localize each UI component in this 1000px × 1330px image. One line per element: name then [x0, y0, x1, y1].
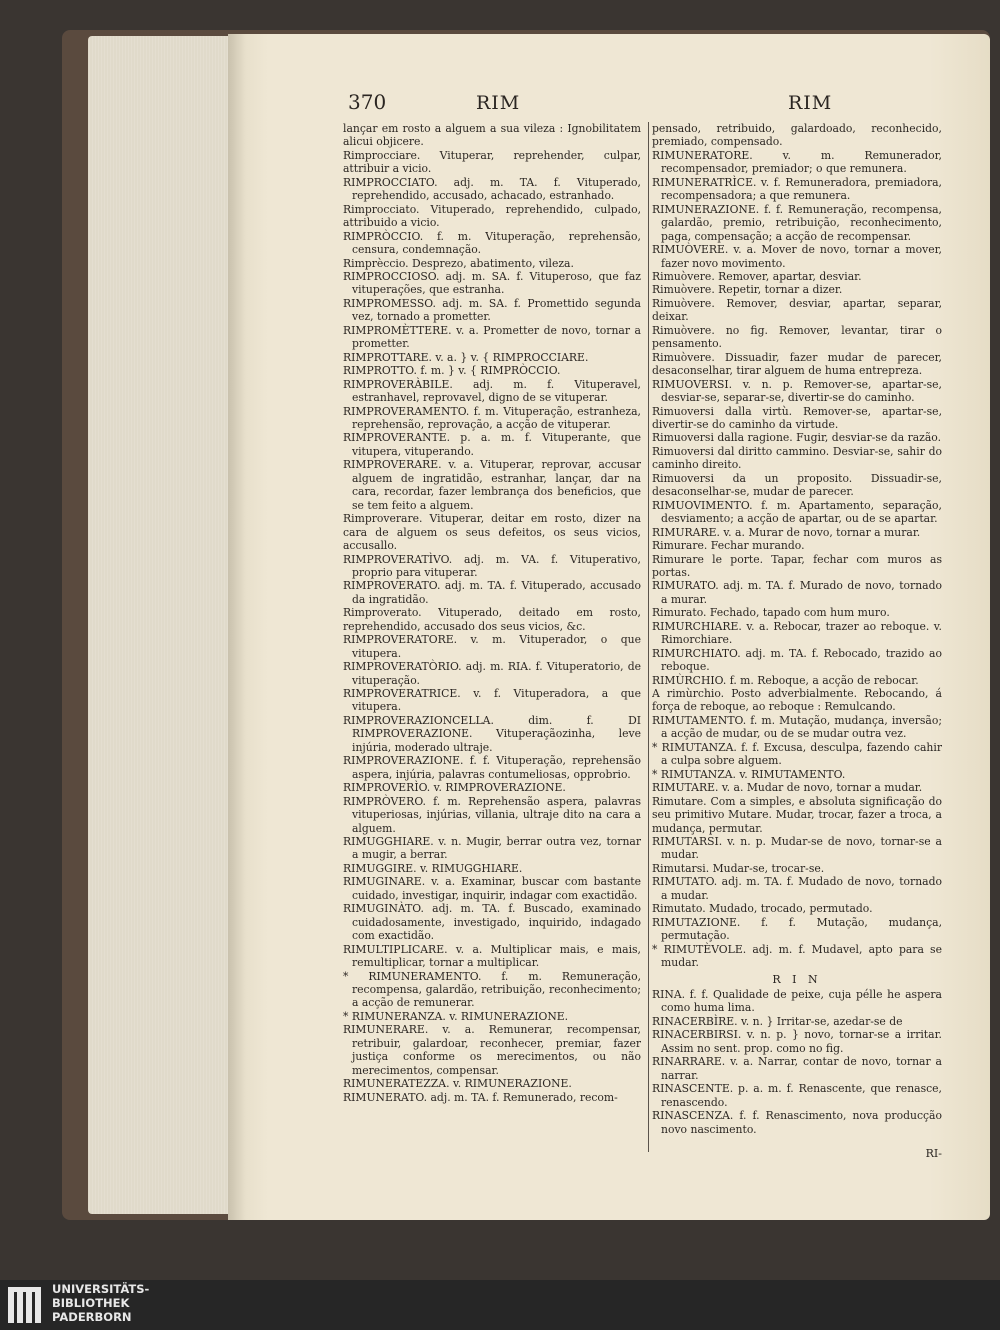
dictionary-entry: RIMPROVERARE. v. a. Vituperar, reprovar, accusar alguem de ingratidão, estranhar, lançar, dar na cara, recordar, fazer lembrança dos beneficios, que se tem feito a alguem. [343, 458, 641, 512]
dictionary-entry: RIMUTAMENTO. f. m. Mutação, mudança, inversão; a acção de mudar, ou de se mudar outra vez. [652, 713, 942, 741]
dictionary-entry: RIMPROTTARE. v. a. } v. { RIMPROCCIARE. [343, 350, 589, 364]
dictionary-entry: RIMPROVERANTE. p. a. m. f. Vituperante, que vitupera, vituperando. [343, 431, 641, 458]
dictionary-entry: * RIMUTÈVOLE. adj. m. f. Mudavel, apto para se mudar. [652, 942, 942, 970]
dictionary-entry: RIMURCHIARE. v. a. Rebocar, trazer ao reboque. v. Rimorchiare. [652, 619, 942, 647]
dictionary-entry: RIMUNERATEZZA. v. RIMUNERAZIONE. [343, 1077, 572, 1091]
dictionary-entry: RIMUGGHIARE. v. n. Mugir, berrar outra vez, tornar a mugir, a berrar. [343, 835, 641, 862]
dictionary-entry: Rimuoversi da un proposito. Dissuadir-se, desaconselhar-se, mudar de parecer. [652, 471, 942, 499]
dictionary-entry: Rimuòvere. Repetir, tornar a dizer. [652, 283, 843, 297]
library-line-3: PADERBORN [52, 1310, 132, 1324]
page-edges [88, 36, 233, 1214]
running-head-left: RIM [476, 92, 521, 114]
page-number: 370 [348, 90, 387, 114]
dictionary-entry: Rimuòvere. Remover, desviar, apartar, separar, deixar. [652, 296, 942, 324]
dictionary-entry: pensado, retribuido, galardoado, reconhecido, premiado, compensado. [652, 122, 942, 149]
dictionary-entry: RIMPROCCIATO. adj. m. TA. f. Vituperado, reprehendido, accusado, achacado, estranhado. [343, 175, 641, 203]
dictionary-page [228, 34, 990, 1220]
dictionary-entry: RIMPROVERAZIONCELLA. dim. f. DI RIMPROVERAZIONE. Vituperaçãozinha, leve injúria, moderado ultraje. [343, 713, 641, 754]
library-name [52, 1282, 149, 1324]
dictionary-entry: RIMUGINÀTO. adj. m. TA. f. Buscado, examinado cuidadosamente, investigado, inquirido, indagado com exactidão. [343, 902, 641, 943]
dictionary-entry: RINASCENZA. f. f. Renascimento, nova producção novo nascimento. [652, 1109, 942, 1136]
dictionary-entry: Rimproverato. Vituperado, deitado em rosto, reprehendido, accusado dos seus vicios, &c. [343, 606, 641, 633]
dictionary-entry: Rimutato. Mudado, trocado, permutado. [652, 902, 873, 916]
dictionary-entry: RINASCENTE. p. a. m. f. Renascente, que renasce, renascendo. [652, 1082, 942, 1109]
dictionary-entry: RINACERBÌRE. v. n. } Irritar-se, azedar-se de [652, 1014, 903, 1028]
dictionary-entry: lançar em rosto a alguem a sua vileza : Ignobilitatem alicui objicere. [343, 122, 641, 149]
library-logo-icon [6, 1283, 48, 1327]
dictionary-entry: RIMUGINARE. v. a. Examinar, buscar com bastante cuidado, investigar, inquirir, indagar com exactidão. [343, 875, 641, 902]
dictionary-entry: RIMUÒVERE. v. a. Mover de novo, tornar a mover, fazer novo movimento. [652, 243, 942, 270]
dictionary-entry: RIMUTARE. v. a. Mudar de novo, tornar a mudar. [652, 781, 923, 795]
dictionary-entry: Rimuoversi dalla ragione. Fugir, desviar-se da razão. [652, 431, 942, 445]
catchword: RI- [925, 1146, 942, 1160]
dictionary-entry: Rimuòvere. Dissuadir, fazer mudar de parecer, desaconselhar, tirar alguem de huma entrepreza. [652, 350, 942, 378]
dictionary-entry: RIMPROVERATRICE. v. f. Vituperadora, a que vitupera. [343, 687, 641, 714]
dictionary-entry: Rimutarsi. Mudar-se, trocar-se. [652, 861, 825, 875]
dictionary-entry: * RIMUTANZA. f. f. Excusa, desculpa, fazendo cahir a culpa sobre alguem. [652, 740, 942, 768]
dictionary-entry: Rimproverare. Vituperar, deitar em rosto, dizer na cara de alguem os seus defeitos, os seus vicios, accusallo. [343, 512, 641, 553]
dictionary-entry: RIMULTIPLICARE. v. a. Multiplicar mais, e mais, remultiplicar, tornar a multiplicar. [343, 942, 641, 970]
dictionary-entry: RIMUTATO. adj. m. TA. f. Mudado de novo, tornado a mudar. [652, 875, 942, 902]
dictionary-entry: RINARRARE. v. a. Narrar, contar de novo, tornar a narrar. [652, 1055, 942, 1082]
right-column [652, 122, 942, 1162]
dictionary-entry: Rimurare. Fechar murando. [652, 539, 805, 553]
dictionary-entry: RIMPROVERATO. adj. m. TA. f. Vituperado, accusado da ingratidão. [343, 579, 641, 606]
dictionary-entry: RIMPROMESSO. adj. m. SA. f. Promettido segunda vez, tornado a prometter. [343, 296, 641, 324]
dictionary-entry: RIMUNERATRÌCE. v. f. Remuneradora, premiadora, recompensadora; a que remunera. [652, 175, 942, 203]
dictionary-entry: Rimprocciato. Vituperado, reprehendido, culpado, attribuido a vicio. [343, 202, 641, 230]
dictionary-entry: Rimuòvere. Remover, apartar, desviar. [652, 269, 862, 283]
dictionary-entry: Rimutare. Com a simples, e absoluta significação do seu primitivo Mutare. Mudar, trocar, fazer a troca, a mudança, permutar. [652, 794, 942, 835]
dictionary-entry: RIMUTARSI. v. n. p. Mudar-se de novo, tornar-se a mudar. [652, 835, 942, 862]
column-rule [648, 122, 649, 1152]
dictionary-entry: Rimurato. Fechado, tapado com hum muro. [652, 606, 890, 620]
running-head-right: RIM [788, 92, 833, 114]
dictionary-entry: Rimprèccio. Desprezo, abatimento, vileza. [343, 256, 574, 270]
dictionary-entry: RINA. f. f. Qualidade de peixe, cuja pélle he aspera como huma lima. [652, 988, 942, 1015]
dictionary-entry: RIMPROMÈTTERE. v. a. Prometter de novo, tornar a prometter. [343, 323, 641, 351]
library-line-1: UNIVERSITÄTS- [52, 1282, 150, 1296]
dictionary-entry: RIMUOVERSI. v. n. p. Remover-se, apartar-se, desviar-se, separar-se, divertir-se do caminho. [652, 377, 942, 405]
dictionary-entry: RIMPROVERATÒRIO. adj. m. RIA. f. Vituperatorio, de vituperação. [343, 660, 641, 687]
dictionary-entry: RIMUNERARE. v. a. Remunerar, recompensar, retribuir, galardoar, reconhecer, premiar, fazer justiça conforme os merecimentos, ou não merecimentos, compensar. [343, 1023, 641, 1077]
dictionary-entry: RIMPROVERAZIONE. f. f. Vituperação, reprehensão aspera, injúria, palavras contumeliosas, opprobrio. [343, 754, 641, 781]
dictionary-entry: Rimurare le porte. Tapar, fechar com muros as portas. [652, 552, 942, 579]
dictionary-entry: RIMPRÒCCIO. f. m. Vituperação, reprehensão, censura, condemnação. [343, 229, 641, 257]
dictionary-entry: RIMUNERATO. adj. m. TA. f. Remunerado, recom- [343, 1090, 618, 1104]
dictionary-entry: RIMPROVERATORE. v. m. Vituperador, o que vitupera. [343, 633, 641, 660]
dictionary-entry: Rimuoversi dal diritto cammino. Desviar-se, sahir do caminho direito. [652, 444, 942, 472]
dictionary-entry: RIMPROVERAMENTO. f. m. Vituperação, estranheza, reprehensão, reprovação, a acção de vituperar. [343, 404, 641, 431]
dictionary-entry: RIMUNERAZIONE. f. f. Remuneração, recompensa, galardão, premio, retribuição, reconhecimento, paga, compensação; a acção de recompensar. [652, 202, 942, 243]
left-column [343, 122, 641, 1162]
dictionary-entry: Rimuòvere. no fig. Remover, levantar, tirar o pensamento. [652, 323, 942, 351]
library-banner [0, 1280, 1000, 1330]
dictionary-entry: RIMUNERATORE. v. m. Remunerador, recompensador, premiador; o que remunera. [652, 148, 942, 176]
dictionary-entry: RIMUGGIRE. v. RIMUGGHIARE. [343, 861, 523, 875]
dictionary-entry: Rimuoversi dalla virtù. Remover-se, apartar-se, divertir-se do caminho da virtude. [652, 404, 942, 431]
dictionary-entry: RIMPROVERÀBILE. adj. m. f. Vituperavel, estranhavel, reprovavel, digno de se vituperar. [343, 377, 641, 405]
dictionary-entry: RIMURARE. v. a. Murar de novo, tornar a murar. [652, 525, 921, 539]
dictionary-entry: RIMPRÒVERO. f. m. Reprehensão aspera, palavras vituperiosas, injúrias, villania, ultraje dito na cara a alguem. [343, 794, 641, 835]
dictionary-entry: RIMÙRCHIO. f. m. Reboque, a acção de rebocar. [652, 673, 919, 687]
dictionary-entry: RIMPROVERÌO. v. RIMPROVERAZIONE. [343, 781, 566, 795]
section-heading: R I N [772, 972, 822, 986]
dictionary-entry: * RIMUTANZA. v. RIMUTAMENTO. [652, 767, 846, 781]
dictionary-entry: RIMPROCCIOSO. adj. m. SA. f. Vituperoso, que faz vituperações, que estranha. [343, 269, 641, 297]
dictionary-entry: RIMURCHIATO. adj. m. TA. f. Rebocado, trazido ao reboque. [652, 646, 942, 674]
dictionary-entry: RINACERBIRSI. v. n. p. } novo, tornar-se a irritar. Assim no sent. prop. como no fig. [652, 1028, 942, 1055]
dictionary-entry: RIMUTAZIONE. f. f. Mutação, mudança, permutação. [652, 915, 942, 943]
dictionary-entry: RIMUOVIMENTO. f. m. Apartamento, separação, desviamento; a acção de apartar, ou de se apartar. [652, 498, 942, 526]
dictionary-entry: RIMPROVERATÌVO. adj. m. VA. f. Vituperativo, proprio para vituperar. [343, 552, 641, 579]
dictionary-entry: RIMPROTTO. f. m. } v. { RIMPRÒCCIO. [343, 364, 561, 378]
dictionary-entry: A rimùrchio. Posto adverbialmente. Rebocando, á força de reboque, ao reboque : Remulcando. [652, 687, 942, 714]
dictionary-entry: Rimprocciare. Vituperar, reprehender, culpar, attribuir a vicio. [343, 148, 641, 176]
dictionary-entry: RIMURATO. adj. m. TA. f. Murado de novo, tornado a murar. [652, 579, 942, 606]
dictionary-entry: * RIMUNERAMENTO. f. m. Remuneração, recompensa, galardão, retribuição, reconhecimento; a acção de remunerar. [343, 969, 641, 1010]
library-line-2: BIBLIOTHEK [52, 1296, 130, 1310]
dictionary-entry: * RIMUNERANZA. v. RIMUNERAZIONE. [343, 1009, 569, 1023]
